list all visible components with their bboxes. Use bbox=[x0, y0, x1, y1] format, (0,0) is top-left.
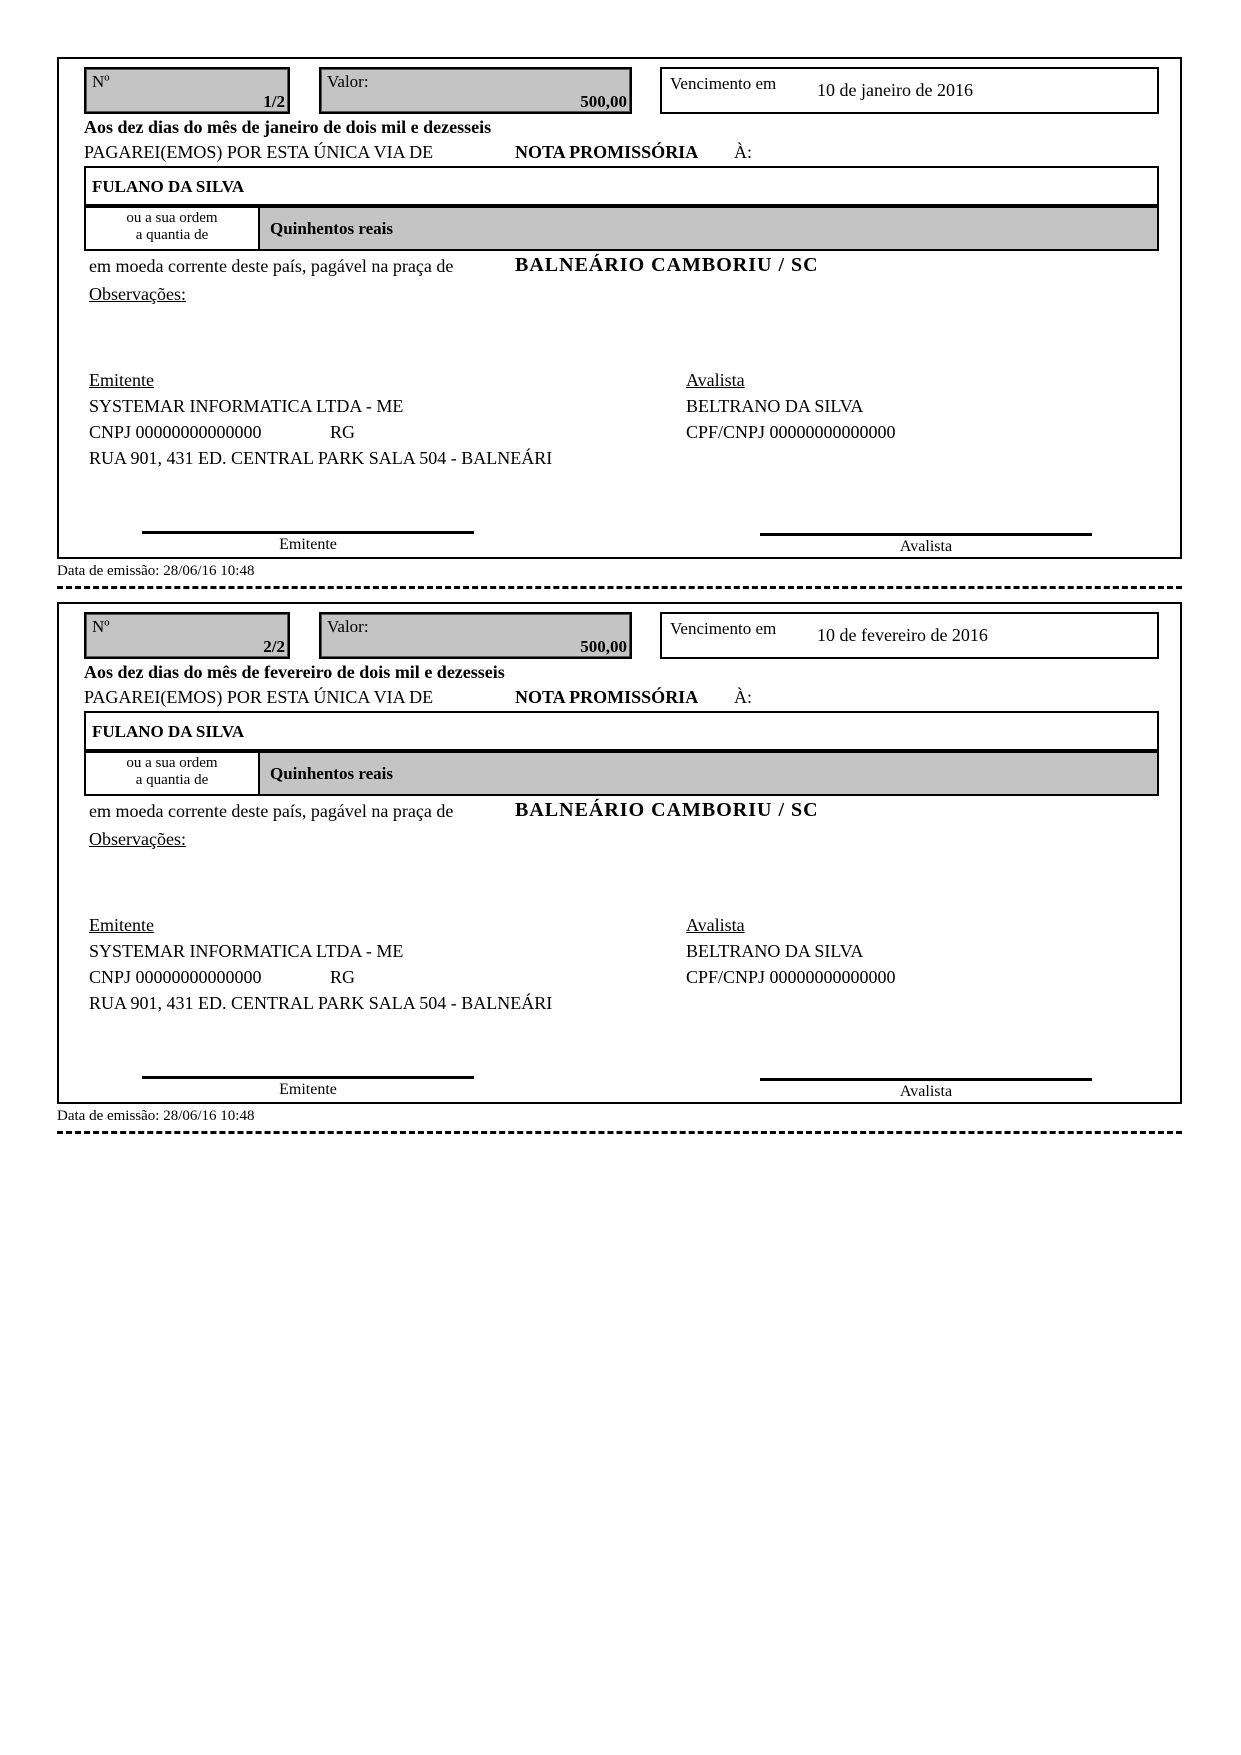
emitente-endereco: RUA 901, 431 ED. CENTRAL PARK SALA 504 - BALNEÁRI bbox=[89, 993, 553, 1013]
cut-line bbox=[57, 1131, 1182, 1134]
nota-promissoria-title: NOTA PROMISSÓRIA bbox=[515, 687, 699, 707]
emitente-endereco: RUA 901, 431 ED. CENTRAL PARK SALA 504 - BALNEÁRI bbox=[89, 448, 553, 468]
praca-text: BALNEÁRIO CAMBORIU / SC bbox=[515, 254, 819, 276]
avalista-signature-line bbox=[760, 533, 1092, 536]
avalista-signature-label: Avalista bbox=[899, 538, 953, 555]
nota-promissoria-title: NOTA PROMISSÓRIA bbox=[515, 142, 699, 162]
promissory-note-2 bbox=[57, 602, 1182, 1104]
ordem-line2: a quantia de bbox=[135, 227, 209, 243]
emitente-label: Emitente bbox=[89, 915, 154, 935]
valor-value: 500,00 bbox=[580, 637, 627, 656]
promissory-note-1 bbox=[57, 57, 1182, 559]
ordem-line2: a quantia de bbox=[135, 772, 209, 788]
numero-box bbox=[84, 67, 290, 114]
valor-box bbox=[319, 67, 632, 114]
avalista-nome: BELTRANO DA SILVA bbox=[686, 941, 864, 961]
numero-label: Nº bbox=[92, 72, 110, 91]
beneficiario-box bbox=[84, 166, 1159, 206]
moeda-text: em moeda corrente deste país, pagável na praça de bbox=[89, 256, 454, 276]
quantia-extenso: Quinhentos reais bbox=[270, 219, 393, 238]
valor-label: Valor: bbox=[327, 617, 369, 636]
avalista-nome: BELTRANO DA SILVA bbox=[686, 396, 864, 416]
valor-box bbox=[319, 612, 632, 659]
pagarei-text: PAGAREI(EMOS) POR ESTA ÚNICA VIA DE bbox=[84, 687, 434, 707]
vencimento-value: 10 de fevereiro de 2016 bbox=[817, 625, 988, 645]
numero-value: 1/2 bbox=[263, 92, 285, 111]
observacoes-label: Observações: bbox=[89, 829, 186, 849]
emitente-nome: SYSTEMAR INFORMATICA LTDA - ME bbox=[89, 941, 404, 961]
vencimento-box bbox=[660, 612, 1159, 659]
valor-label: Valor: bbox=[327, 72, 369, 91]
ordem-line1: ou a sua ordem bbox=[126, 755, 218, 771]
pagarei-text: PAGAREI(EMOS) POR ESTA ÚNICA VIA DE bbox=[84, 142, 434, 162]
avalista-signature-line bbox=[760, 1078, 1092, 1081]
avalista-label: Avalista bbox=[686, 370, 745, 390]
ordem-line1: ou a sua ordem bbox=[126, 210, 218, 226]
data-extenso: Aos dez dias do mês de fevereiro de dois mil e dezesseis bbox=[84, 662, 505, 682]
avalista-cpf: CPF/CNPJ 00000000000000 bbox=[686, 422, 896, 442]
valor-value: 500,00 bbox=[580, 92, 627, 111]
ordem-box bbox=[84, 751, 260, 796]
beneficiario-name: FULANO DA SILVA bbox=[92, 722, 245, 741]
beneficiario-box bbox=[84, 711, 1159, 751]
vencimento-label: Vencimento em bbox=[670, 619, 777, 638]
emitente-label: Emitente bbox=[89, 370, 154, 390]
emitente-signature-line bbox=[142, 531, 474, 534]
data-emissao: Data de emissão: 28/06/16 10:48 bbox=[57, 1108, 255, 1124]
emitente-signature-label: Emitente bbox=[279, 1081, 337, 1098]
vencimento-label: Vencimento em bbox=[670, 74, 777, 93]
moeda-text: em moeda corrente deste país, pagável na praça de bbox=[89, 801, 454, 821]
data-extenso: Aos dez dias do mês de janeiro de dois mil e dezesseis bbox=[84, 117, 492, 137]
praca-text: BALNEÁRIO CAMBORIU / SC bbox=[515, 799, 819, 821]
avalista-signature-label: Avalista bbox=[899, 1083, 953, 1100]
vencimento-value: 10 de janeiro de 2016 bbox=[817, 80, 973, 100]
numero-label: Nº bbox=[92, 617, 110, 636]
beneficiario-name: FULANO DA SILVA bbox=[92, 177, 245, 196]
avalista-cpf: CPF/CNPJ 00000000000000 bbox=[686, 967, 896, 987]
emitente-rg: RG bbox=[330, 967, 356, 987]
observacoes-label: Observações: bbox=[89, 284, 186, 304]
quantia-box bbox=[258, 751, 1159, 796]
emitente-nome: SYSTEMAR INFORMATICA LTDA - ME bbox=[89, 396, 404, 416]
emitente-cnpj: CNPJ 00000000000000 bbox=[89, 422, 262, 442]
emitente-signature-label: Emitente bbox=[279, 536, 337, 553]
a-label: À: bbox=[734, 687, 752, 707]
vencimento-box bbox=[660, 67, 1159, 114]
a-label: À: bbox=[734, 142, 752, 162]
quantia-extenso: Quinhentos reais bbox=[270, 764, 393, 783]
quantia-box bbox=[258, 206, 1159, 251]
ordem-box bbox=[84, 206, 260, 251]
avalista-label: Avalista bbox=[686, 915, 745, 935]
cut-line bbox=[57, 586, 1182, 589]
data-emissao: Data de emissão: 28/06/16 10:48 bbox=[57, 563, 255, 579]
numero-value: 2/2 bbox=[263, 637, 285, 656]
numero-box bbox=[84, 612, 290, 659]
emitente-rg: RG bbox=[330, 422, 356, 442]
emitente-signature-line bbox=[142, 1076, 474, 1079]
emitente-cnpj: CNPJ 00000000000000 bbox=[89, 967, 262, 987]
